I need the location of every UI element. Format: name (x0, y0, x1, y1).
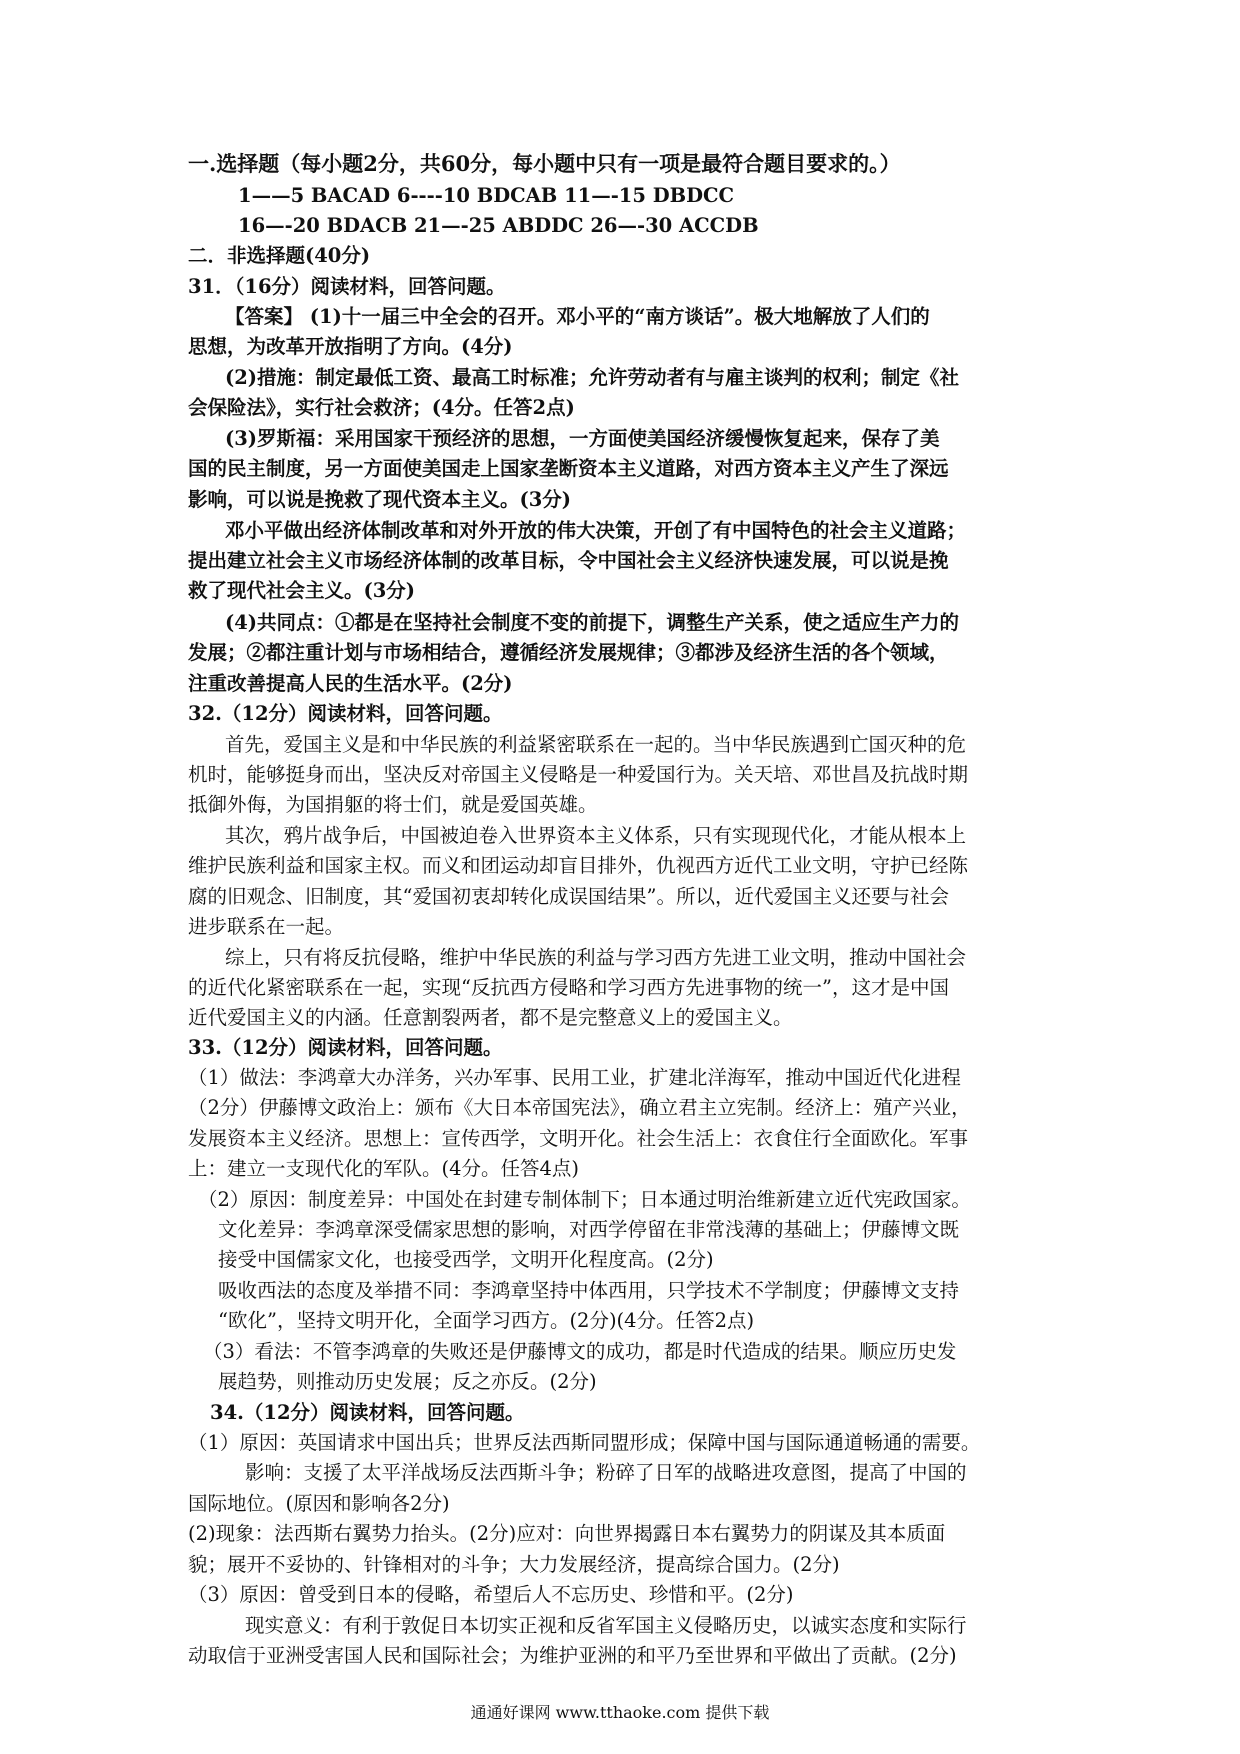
q33-answer-line: 文化差异：李鸿章深受儒家思想的影响，对西学停留在非常浅薄的基础上；伊藤博文既 (218, 1218, 960, 1241)
q34-answer-line: （3）原因：曾受到日本的侵略，希望后人不忘历史、珍惜和平。(2分) (188, 1583, 794, 1606)
q32-answer-line: 综上，只有将反抗侵略，维护中华民族的利益与学习西方先进工业文明，推动中国社会 (225, 946, 967, 969)
answer-key-row-1: 1——5 BACAD 6----10 BDCAB 11—-15 DBDCC (238, 184, 735, 207)
q33-answer-line: “欧化”，坚持文明开化，全面学习西方。(2分)(4分。任答2点) (218, 1309, 755, 1332)
q34-heading: 34.（12分）阅读材料，回答问题。 (210, 1401, 525, 1424)
q31-answer-line: (2)措施：制定最低工资、最高工时标准；允许劳动者有与雇主谈判的权利；制定《社 (225, 366, 960, 389)
q34-answer-line: 影响：支援了太平洋战场反法西斯斗争；粉碎了日军的战略进攻意图，提高了中国的 (245, 1461, 967, 1484)
q32-answer-line: 维护民族利益和国家主权。而义和团运动却盲目排外，仇视西方近代工业文明，守护已经陈 (188, 854, 969, 877)
q32-answer-line: 抵御外侮，为国捐躯的将士们，就是爱国英雄。 (188, 793, 598, 816)
q33-heading: 33.（12分）阅读材料，回答问题。 (188, 1036, 503, 1059)
q33-answer-line: 接受中国儒家文化，也接受西学，文明开化程度高。(2分) (218, 1248, 714, 1271)
page-footer: 通通好课网 www.tthaoke.com 提供下载 (470, 1703, 770, 1722)
q31-answer-line: 影响，可以说是挽救了现代资本主义。(3分) (188, 488, 572, 511)
q31-answer-line: 会保险法》，实行社会救济；(4分。任答2点) (188, 396, 575, 419)
q32-answer-line: 腐的旧观念、旧制度，其“爱国初衷却转化成误国结果”。所以，近代爱国主义还要与社会 (188, 885, 949, 908)
q33-answer-line: （1）做法：李鸿章大办洋务，兴办军事、民用工业，扩建北洋海军，推动中国近代化进程 (188, 1066, 961, 1089)
q32-answer-line: 机时，能够挺身而出，坚决反对帝国主义侵略是一种爱国行为。关天培、邓世昌及抗战时期 (188, 763, 969, 786)
q34-answer-line: (2)现象：法西斯右翼势力抬头。(2分)应对：向世界揭露日本右翼势力的阴谋及其本质面 (188, 1522, 946, 1545)
section-2-heading: 二．非选择题(40分) (188, 244, 371, 267)
q32-answer-line: 进步联系在一起。 (188, 915, 345, 938)
q33-answer-line: 吸收西法的态度及举措不同：李鸿章坚持中体西用，只学技术不学制度；伊藤博文支持 (218, 1279, 960, 1302)
q31-answer-line: 注重改善提高人民的生活水平。(2分) (188, 672, 513, 695)
q34-answer-line: 国际地位。(原因和影响各2分) (188, 1492, 450, 1515)
q32-answer-line: 近代爱国主义的内涵。任意割裂两者，都不是完整意义上的爱国主义。 (188, 1006, 793, 1029)
q31-answer-line: 提出建立社会主义市场经济体制的改革目标，令中国社会主义经济快速发展，可以说是挽 (188, 549, 949, 572)
q32-answer-line: 首先，爱国主义是和中华民族的利益紧密联系在一起的。当中华民族遇到亡国灭种的危 (225, 733, 967, 756)
q31-answer-line: 国的民主制度，另一方面使美国走上国家垄断资本主义道路，对西方资本主义产生了深远 (188, 457, 949, 480)
q34-answer-line: 动取信于亚洲受害国人民和国际社会；为维护亚洲的和平乃至世界和平做出了贡献。(2分) (188, 1644, 957, 1667)
q33-answer-line: 发展资本主义经济。思想上：宣传西学，文明开化。社会生活上：衣食住行全面欧化。军事 (188, 1127, 969, 1150)
q33-answer-line: （3）看法：不管李鸿章的失败还是伊藤博文的成功，都是时代造成的结果。顺应历史发 (203, 1340, 957, 1363)
answer-key-row-2: 16—-20 BDACB 21—-25 ABDDC 26—-30 ACCDB (238, 214, 759, 237)
q34-answer-line: （1）原因：英国请求中国出兵；世界反法西斯同盟形成；保障中国与国际通道畅通的需要。 (188, 1431, 981, 1454)
q31-heading: 31．（16分）阅读材料，回答问题。 (188, 275, 506, 298)
q31-answer-line: (3)罗斯福：采用国家干预经济的思想，一方面使美国经济缓慢恢复起来，保存了美 (225, 427, 940, 450)
q33-answer-line: 上：建立一支现代化的军队。(4分。任答4点) (188, 1157, 580, 1180)
q34-answer-line: 现实意义：有利于敦促日本切实正视和反省军国主义侵略历史，以诚实态度和实际行 (245, 1614, 967, 1637)
q34-answer-line: 貌；展开不妥协的、针锋相对的斗争；大力发展经济，提高综合国力。(2分) (188, 1553, 840, 1576)
q31-answer-line: 救了现代社会主义。(3分) (188, 579, 416, 602)
q33-answer-line: （2）原因：制度差异：中国处在封建专制体制下；日本通过明治维新建立近代宪政国家。 (198, 1188, 971, 1211)
q31-answer-line: 思想，为改革开放指明了方向。(4分) (188, 335, 513, 358)
q31-answer-line: 【答案】 (1)十一届三中全会的召开。邓小平的“南方谈话”。极大地解放了人们的 (225, 305, 930, 328)
q33-answer-line: 展趋势，则推动历史发展；反之亦反。(2分) (218, 1370, 597, 1393)
q32-answer-line: 的近代化紧密联系在一起，实现“反抗西方侵略和学习西方先进事物的统一”，这才是中国 (188, 976, 949, 999)
q32-answer-line: 其次，鸦片战争后，中国被迫卷入世界资本主义体系，只有实现现代化，才能从根本上 (225, 824, 967, 847)
section-1-heading: 一.选择题（每小题2分，共60分，每小题中只有一项是最符合题目要求的。） (188, 151, 901, 176)
q32-heading: 32.（12分）阅读材料，回答问题。 (188, 702, 503, 725)
q31-answer-line: 发展；②都注重计划与市场相结合，遵循经济发展规律；③都涉及经济生活的各个领域， (188, 641, 949, 664)
q31-answer-line: 邓小平做出经济体制改革和对外开放的伟大决策，开创了有中国特色的社会主义道路； (225, 519, 967, 542)
q31-answer-line: (4)共同点：①都是在坚持社会制度不变的前提下，调整生产关系，使之适应生产力的 (225, 611, 960, 634)
q33-answer-line: （2分）伊藤博文政治上：颁布《大日本帝国宪法》，确立君主立宪制。经济上：殖产兴业， (188, 1096, 971, 1119)
